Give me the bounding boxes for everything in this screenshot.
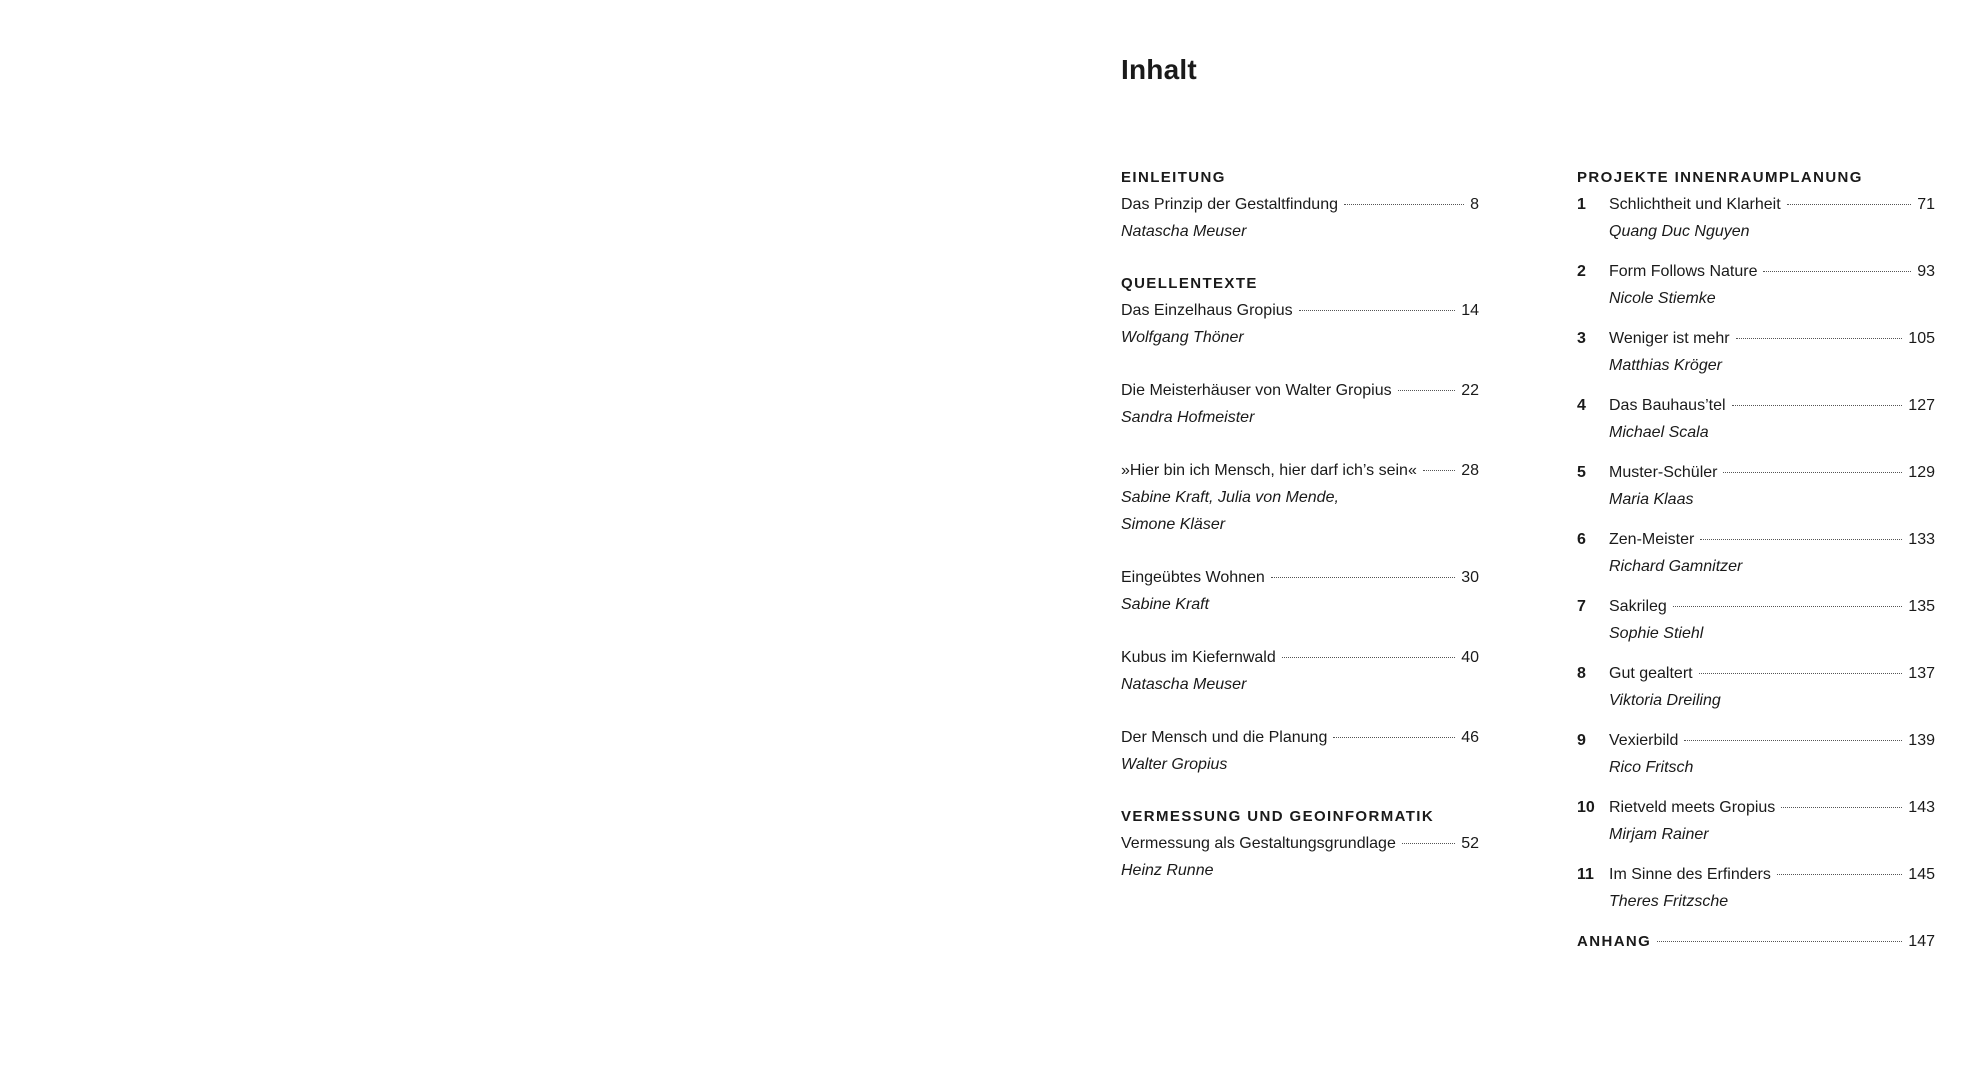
entry-author: Simone Kläser — [1121, 516, 1226, 533]
project-number: 3 — [1577, 330, 1586, 347]
page-number: 105 — [1908, 330, 1935, 347]
toc-right-column — [1577, 165, 1935, 955]
page-number: 133 — [1908, 531, 1935, 548]
page-number: 40 — [1461, 649, 1479, 666]
dot-leader — [1398, 390, 1456, 391]
section-heading: EINLEITUNG — [1121, 169, 1226, 186]
project-entry[interactable] — [1577, 861, 1935, 915]
page-number: 30 — [1461, 569, 1479, 586]
dot-leader — [1423, 470, 1455, 471]
page-number: 127 — [1908, 397, 1935, 414]
entry-title: »Hier bin ich Mensch, hier darf ich’s sein« — [1121, 462, 1417, 479]
entry-author: Sabine Kraft, Julia von Mende, — [1121, 489, 1339, 506]
toc-left-column — [1121, 165, 1479, 910]
project-entry[interactable] — [1577, 392, 1935, 446]
project-number: 9 — [1577, 732, 1586, 749]
project-entry[interactable] — [1577, 459, 1935, 513]
toc-entry[interactable] — [1121, 191, 1479, 245]
project-entry[interactable] — [1577, 191, 1935, 245]
entry-author: Sophie Stiehl — [1609, 625, 1704, 642]
project-number: 4 — [1577, 397, 1586, 414]
entry-title: Weniger ist mehr — [1609, 330, 1730, 347]
section-heading: VERMESSUNG UND GEOINFORMATIK — [1121, 808, 1435, 825]
entry-title: Das Bauhaus’tel — [1609, 397, 1726, 414]
dot-leader — [1673, 606, 1902, 607]
page-number: 28 — [1461, 462, 1479, 479]
page-number: 145 — [1908, 866, 1935, 883]
entry-author: Heinz Runne — [1121, 862, 1214, 879]
page-number: 8 — [1470, 196, 1479, 213]
project-entry[interactable] — [1577, 660, 1935, 714]
dot-leader — [1299, 310, 1456, 311]
entry-title: Die Meisterhäuser von Walter Gropius — [1121, 382, 1392, 399]
project-number: 7 — [1577, 598, 1586, 615]
entry-title: Eingeübtes Wohnen — [1121, 569, 1265, 586]
entry-title: Der Mensch und die Planung — [1121, 729, 1328, 746]
project-number: 1 — [1577, 196, 1586, 213]
entry-author: Theres Fritzsche — [1609, 893, 1729, 910]
dot-leader — [1781, 807, 1902, 808]
entry-author: Sabine Kraft — [1121, 596, 1210, 613]
page-number: 52 — [1461, 835, 1479, 852]
entry-title: Im Sinne des Erfinders — [1609, 866, 1771, 883]
entry-author: Viktoria Dreiling — [1609, 692, 1721, 709]
project-number: 8 — [1577, 665, 1586, 682]
entry-title: Kubus im Kiefernwald — [1121, 649, 1276, 666]
page-number: 137 — [1908, 665, 1935, 682]
project-entry[interactable] — [1577, 593, 1935, 647]
page-number: 129 — [1908, 464, 1935, 481]
entry-author: Wolfgang Thöner — [1121, 329, 1244, 346]
project-entry[interactable] — [1577, 325, 1935, 379]
page-number: 93 — [1917, 263, 1935, 280]
entry-author: Mirjam Rainer — [1609, 826, 1709, 843]
dot-leader — [1333, 737, 1455, 738]
dot-leader — [1723, 472, 1902, 473]
dot-leader — [1402, 843, 1455, 844]
appendix-label: ANHANG — [1577, 933, 1652, 950]
entry-title: Das Einzelhaus Gropius — [1121, 302, 1293, 319]
dot-leader — [1787, 204, 1912, 205]
page-title: Inhalt — [1121, 54, 1197, 85]
dot-leader — [1271, 577, 1455, 578]
toc-entry[interactable] — [1121, 297, 1479, 351]
project-entry[interactable] — [1577, 727, 1935, 781]
entry-author: Nicole Stiemke — [1609, 290, 1716, 307]
entry-title: Das Prinzip der Gestaltfindung — [1121, 196, 1338, 213]
entry-author: Sandra Hofmeister — [1121, 409, 1255, 426]
toc-entry[interactable] — [1121, 457, 1479, 538]
dot-leader — [1777, 874, 1902, 875]
toc-section-einleitung — [1121, 165, 1479, 245]
entry-author: Quang Duc Nguyen — [1609, 223, 1750, 240]
entry-author: Maria Klaas — [1609, 491, 1694, 508]
entry-author: Michael Scala — [1609, 424, 1709, 441]
page-number: 143 — [1908, 799, 1935, 816]
entry-author: Natascha Meuser — [1121, 223, 1247, 240]
project-number: 5 — [1577, 464, 1586, 481]
dot-leader — [1732, 405, 1903, 406]
dot-leader — [1763, 271, 1911, 272]
project-entry[interactable] — [1577, 258, 1935, 312]
page-number: 135 — [1908, 598, 1935, 615]
toc-entry[interactable] — [1121, 644, 1479, 698]
toc-entry[interactable] — [1121, 377, 1479, 431]
dot-leader — [1282, 657, 1455, 658]
toc-section-vermessung — [1121, 804, 1479, 884]
entry-title: Sakrileg — [1609, 598, 1667, 615]
entry-title: Schlichtheit und Klarheit — [1609, 196, 1781, 213]
section-heading: QUELLENTEXTE — [1121, 275, 1258, 292]
entry-title: Vermessung als Gestaltungsgrundlage — [1121, 835, 1396, 852]
project-number: 10 — [1577, 799, 1595, 816]
entry-title: Form Follows Nature — [1609, 263, 1758, 280]
toc-entry[interactable] — [1121, 724, 1479, 778]
page-number: 22 — [1461, 382, 1479, 399]
dot-leader — [1736, 338, 1903, 339]
entry-title: Vexierbild — [1609, 732, 1679, 749]
project-number: 6 — [1577, 531, 1586, 548]
page-number: 71 — [1917, 196, 1935, 213]
page-number: 139 — [1908, 732, 1935, 749]
dot-leader — [1699, 673, 1903, 674]
entry-author: Natascha Meuser — [1121, 676, 1247, 693]
entry-title: Zen-Meister — [1609, 531, 1695, 548]
dot-leader — [1657, 941, 1902, 942]
entry-author: Walter Gropius — [1121, 756, 1228, 773]
page-number: 46 — [1461, 729, 1479, 746]
dot-leader — [1700, 539, 1902, 540]
dot-leader — [1684, 740, 1902, 741]
entry-title: Gut gealtert — [1609, 665, 1693, 682]
toc-entry[interactable] — [1121, 830, 1479, 884]
entry-author: Matthias Kröger — [1609, 357, 1722, 374]
project-number: 2 — [1577, 263, 1586, 280]
toc-entry-appendix[interactable] — [1577, 928, 1935, 955]
toc-section-quellentexte — [1121, 271, 1479, 778]
project-entry[interactable] — [1577, 794, 1935, 848]
entry-author: Richard Gamnitzer — [1609, 558, 1743, 575]
project-entry[interactable] — [1577, 526, 1935, 580]
entry-title: Muster-Schüler — [1609, 464, 1718, 481]
page-number: 147 — [1908, 933, 1935, 950]
entry-author: Rico Fritsch — [1609, 759, 1694, 776]
dot-leader — [1344, 204, 1464, 205]
section-heading: PROJEKTE INNENRAUMPLANUNG — [1577, 169, 1863, 186]
project-number: 11 — [1577, 866, 1594, 883]
entry-title: Rietveld meets Gropius — [1609, 799, 1776, 816]
toc-entry[interactable] — [1121, 564, 1479, 618]
page-number: 14 — [1461, 302, 1479, 319]
